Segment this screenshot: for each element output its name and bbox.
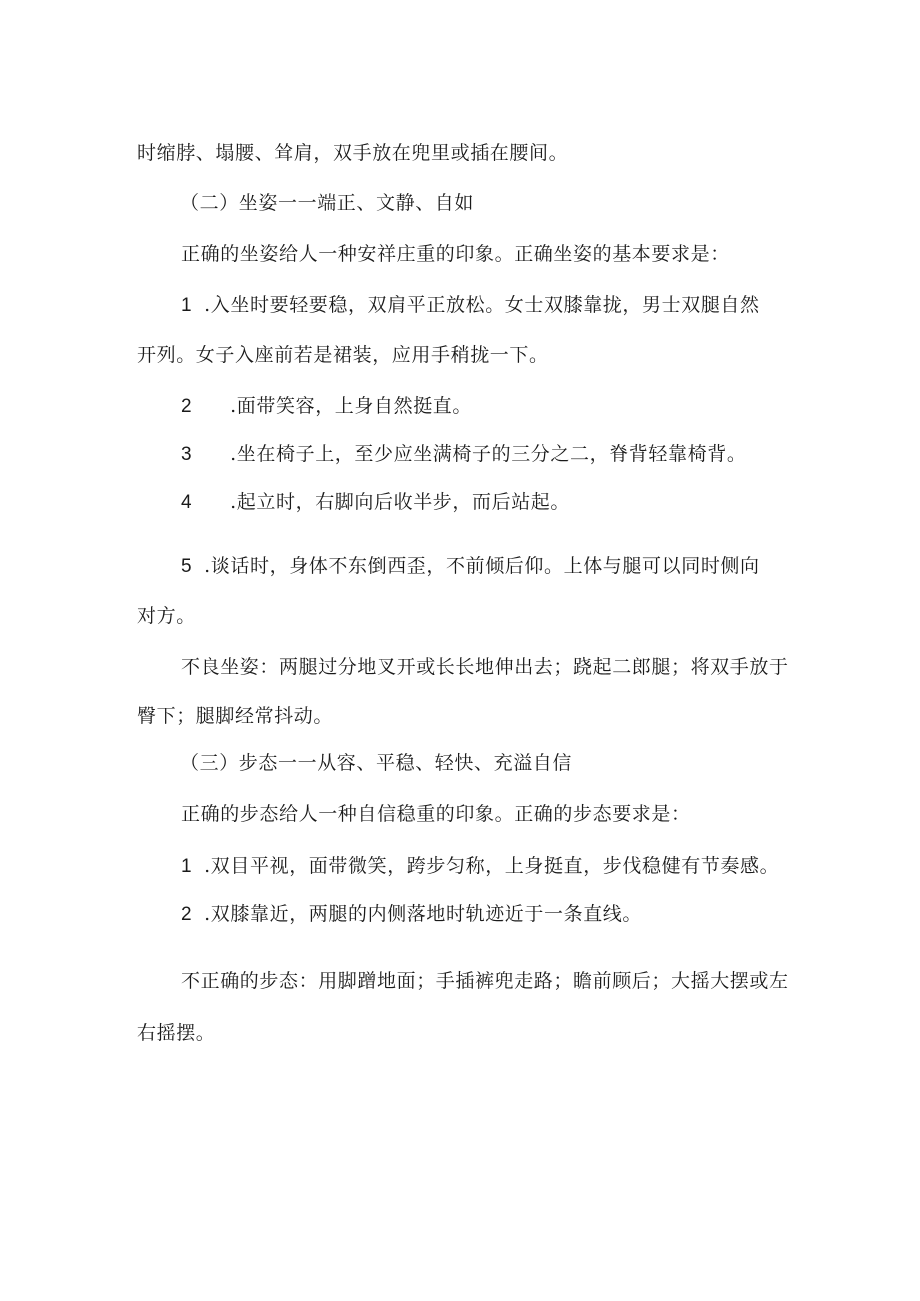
list-item — [181, 445, 746, 464]
list-number: 1 — [181, 856, 193, 877]
list-item-text: .起立时，右脚向后收半步，而后站起。 — [230, 491, 571, 513]
paragraph-line: 不正确的步态：用脚蹭地面；手插裤兜走路；瞻前顾后；大摇大摆或左 — [181, 970, 789, 992]
section-heading-sitting: （二）坐姿一一端正、文静、自如 — [180, 192, 475, 214]
paragraph-line: 对方。 — [137, 605, 196, 627]
list-item-text: .双膝靠近，两腿的内侧落地时轨迹近于一条直线。 — [204, 903, 643, 925]
paragraph-line: 不良坐姿：两腿过分地叉开或长长地伸出去；跷起二郎腿；将双手放于 — [181, 656, 789, 678]
list-item — [181, 557, 760, 576]
list-item-text: .入坐时要轻要稳，双肩平正放松。女士双膝靠拢，男士双腿自然 — [204, 294, 760, 316]
list-item — [181, 857, 779, 876]
list-item-text: .双目平视，面带微笑，跨步匀称，上身挺直，步伐稳健有节奏感。 — [204, 855, 780, 877]
list-number: 4 — [181, 492, 193, 513]
paragraph-line: 正确的步态给人一种自信稳重的印象。正确的步态要求是： — [181, 803, 691, 825]
list-number: 5 — [181, 556, 193, 577]
list-item-text: .面带笑容，上身自然挺直。 — [230, 395, 473, 417]
list-item-text: .谈话时，身体不东倒西歪，不前倾后仰。上体与腿可以同时侧向 — [204, 555, 760, 577]
list-item — [181, 905, 642, 924]
list-item — [181, 296, 760, 315]
paragraph-line: 时缩脖、塌腰、耸肩，双手放在兜里或插在腰间。 — [137, 142, 569, 164]
list-item-text: .坐在椅子上，至少应坐满椅子的三分之二，脊背轻靠椅背。 — [230, 443, 747, 465]
list-number: 2 — [181, 396, 193, 417]
list-item — [181, 397, 472, 416]
paragraph-line: 臀下；腿脚经常抖动。 — [137, 705, 334, 727]
section-heading-walking: （三）步态一一从容、平稳、轻快、充溢自信 — [180, 752, 573, 774]
paragraph-line: 右摇摆。 — [137, 1022, 216, 1044]
paragraph-line: 正确的坐姿给人一种安祥庄重的印象。正确坐姿的基本要求是： — [181, 243, 730, 265]
paragraph-line: 开列。女子入座前若是裙装，应用手稍拢一下。 — [137, 344, 549, 366]
list-number: 1 — [181, 295, 193, 316]
list-item — [181, 493, 570, 512]
list-number: 3 — [181, 444, 193, 465]
list-number: 2 — [181, 904, 193, 925]
